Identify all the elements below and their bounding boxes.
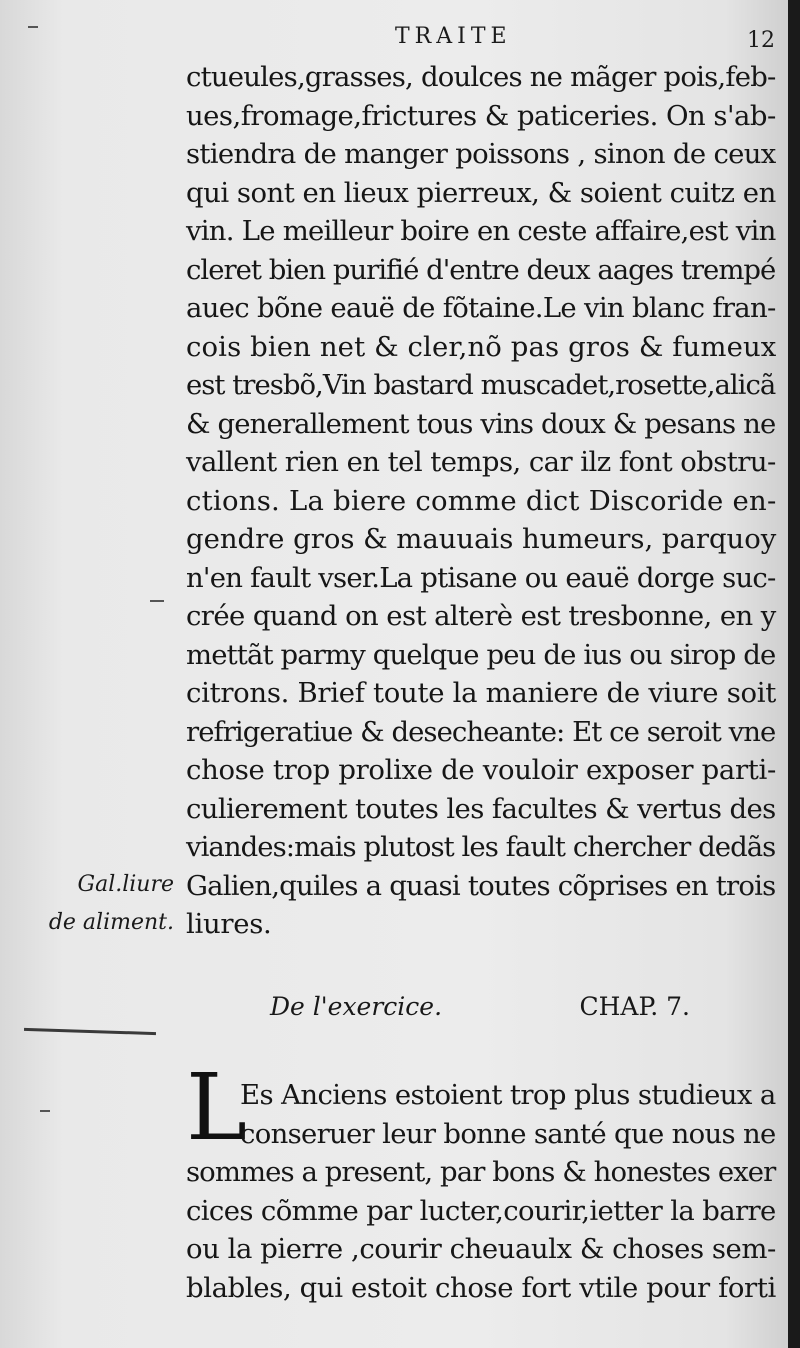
section-text	[186, 1076, 776, 1307]
text-line: sommes a present, par bons & honestes exer	[186, 1156, 776, 1188]
margin-mark	[28, 26, 38, 28]
text-line: blables, qui estoit chose fort vtile pour forti	[186, 1271, 776, 1304]
drop-capital: L	[186, 1054, 248, 1161]
text-line: cleret bien purifié d'entre deux aages trempé	[186, 253, 776, 286]
page-number: 12	[747, 28, 775, 53]
text-line: cois bien net & cler,nõ pas gros & fumeux	[186, 330, 777, 363]
text-line: liures.	[186, 908, 272, 940]
text-line: viandes:mais plutost les fault chercher dedãs	[186, 831, 776, 863]
text-line: n'en fault vser.La ptisane ou eauë dorge suc-	[186, 561, 776, 594]
text-line: cices cõmme par lucter,courir,ietter la barre	[186, 1194, 776, 1227]
text-line: est tresbõ,Vin bastard muscadet,rosette,alicã	[186, 369, 776, 401]
text-line: Galien,quiles a quasi toutes cõprises en trois	[186, 869, 776, 902]
margin-mark	[40, 1110, 50, 1112]
marginal-note-line: Gal.liure	[77, 872, 174, 897]
margin-rule	[24, 1028, 156, 1035]
text-line: ues,fromage,frictures & paticeries. On s'ab-	[186, 99, 776, 132]
text-line: chose trop prolixe de vouloir exposer parti-	[186, 754, 776, 786]
text-line: gendre gros & mauuais humeurs, parquoy	[186, 523, 777, 555]
text-line: & generallement tous vins doux & pesans ne	[186, 407, 776, 440]
text-line: vin. Le meilleur boire en ceste affaire,est vin	[186, 215, 776, 247]
text-line: mettãt parmy quelque peu de ius ou sirop de	[186, 638, 776, 671]
text-line: crée quand on est alterè est tresbonne, en y	[186, 600, 776, 632]
text-line: Es Anciens estoient trop plus studieux a	[240, 1079, 776, 1111]
marginal-note	[42, 866, 174, 942]
chapter-number: CHAP. 7.	[579, 992, 690, 1021]
text-line: auec bõne eauë de fõtaine.Le vin blanc fran-	[186, 292, 776, 324]
text-line: stiendra de manger poissons , sinon de ceux	[186, 138, 776, 170]
marginal-note-line: de aliment.	[48, 910, 174, 935]
text-line: conseruer leur bonne santé que nous ne	[240, 1117, 776, 1150]
text-line: citrons. Brief toute la maniere de viure soit	[186, 677, 776, 709]
text-line: vallent rien en tel temps, car ilz font obstru-	[186, 446, 776, 478]
text-line: ou la pierre ,courir cheuaulx & choses sem-	[186, 1233, 776, 1265]
chapter-heading	[270, 992, 690, 1021]
margin-mark	[150, 600, 164, 602]
text-line: qui sont en lieux pierreux, & soient cuitz en	[186, 176, 776, 209]
chapter-title: De l'exercice.	[270, 992, 443, 1021]
text-line: ctions. La biere comme dict Discoride en-	[186, 484, 777, 517]
text-line: refrigeratiue & desecheante: Et ce seroit vne	[186, 715, 776, 748]
text-line: ctueules,grasses, doulces ne mãger pois,feb-	[186, 61, 776, 93]
body-text	[186, 58, 776, 944]
running-head: TRAITE	[395, 24, 512, 49]
text-line: culierement toutes les facultes & vertus des	[186, 792, 776, 825]
